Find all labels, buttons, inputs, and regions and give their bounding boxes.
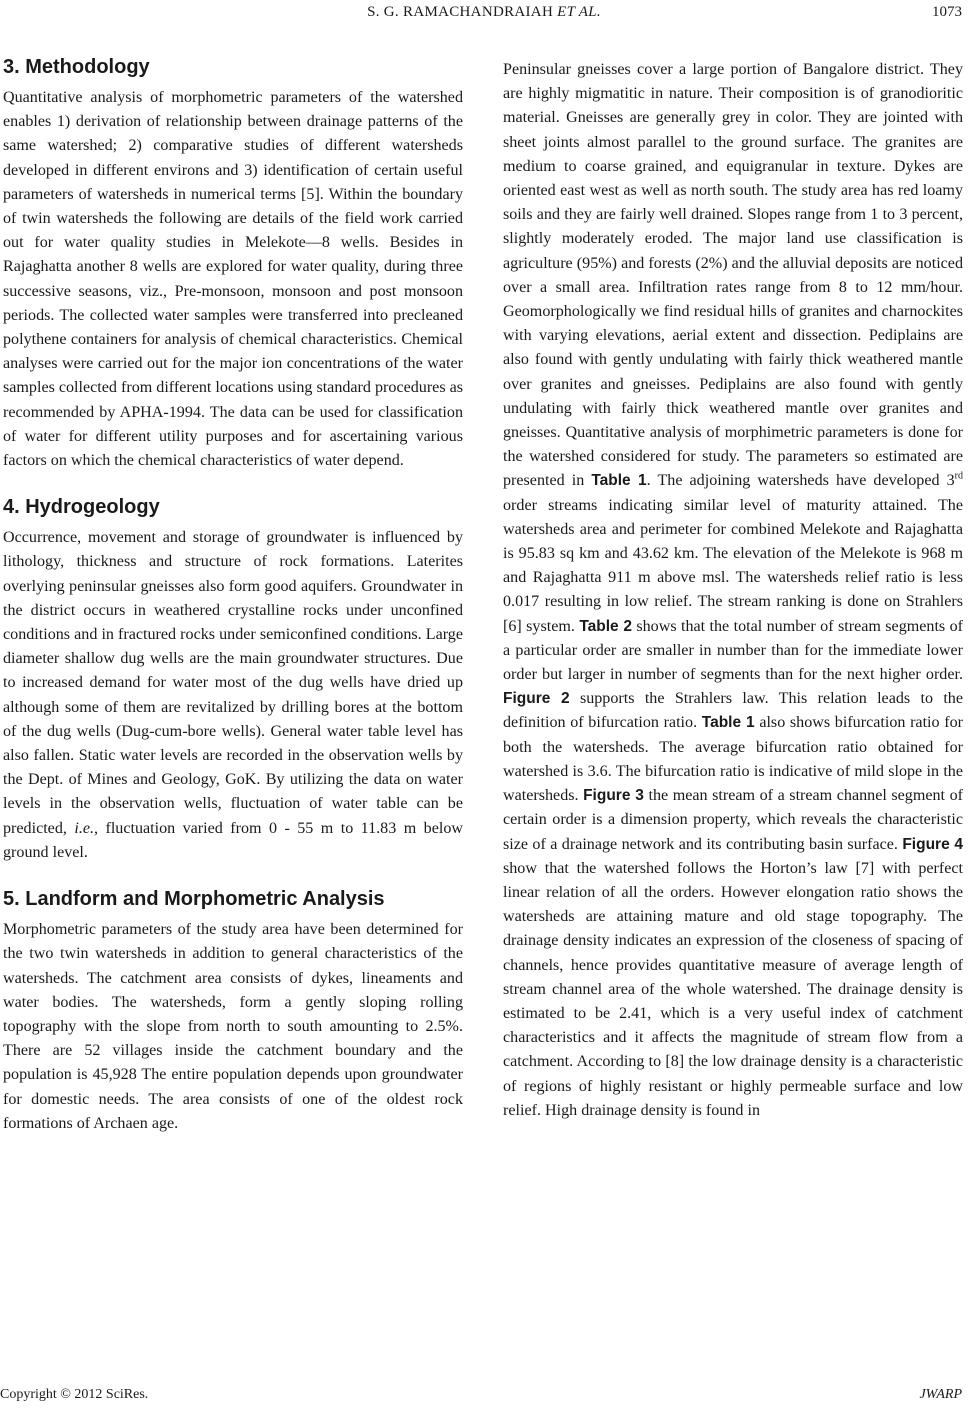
- landform-text-8: show that the watershed follows the Horton’s law [7] with perfect linear relation of all the orders. However elongation ratio shows the watersheds are attaining mature and old stage topography. The drainage density indicates an expression of the closeness of spacing of channels, hence provides quantitative measure of average length of stream channel area of the whole watershed. The drainage density is estimated to be 2.41, which is a very useful index of catchment characteristics and it affects the magnitude of stream flow from a catchment. According to [8] the low drainage density is a characteristic of regions of highly resistant or highly permeable surface and low relief. High drainage density is found in: [503, 859, 963, 1119]
- hydrogeology-text-1: Occurrence, movement and storage of groundwater is influenced by lithology, thickness and structure of rock formations. Laterites overlying peninsular gneisses also form good aquifers. Groundwater in the district occurs in weathered crystalline rocks under unconfined conditions and in fractured rocks under semiconfined conditions. Large diameter shallow dug wells are the main groundwater structures. Due to increased demand for water most of the dug wells have dried up although some of them are revitalized by drilling bores at the bottom of the dug wells (Dug-cum-bore wells). General water table level has also fallen. Static water levels are recorded in the observation wells by the Dept. of Mines and Geology, GoK. By utilizing the data on water levels in the observation wells, fluctuation of water table can be predicted,: [3, 529, 463, 837]
- landform-text-7: the mean stream of a stream channel segment of certain order is a dimension property, which reveals the characteristic size of a drainage network and its contributing basin surface.: [503, 787, 963, 853]
- right-column: [503, 58, 963, 1123]
- landform-paragraph-left: Morphometric parameters of the study area have been determined for the two twin watersheds in addition to general characteristics of the watersheds. The catchment area consists of dykes, lineaments and water bodies. The watersheds, form a gently sloping rolling topography with the slope from north to south amounting to 2.5%. There are 52 villages inside the catchment boundary and the population is 45,928 The entire population depends upon groundwater for domestic needs. The area consists of one of the oldest rock formations of Archaen age.: [3, 921, 463, 1132]
- running-header: [0, 4, 968, 21]
- left-column: [3, 54, 463, 1136]
- section-heading-landform: 5. Landform and Morphometric Analysis: [3, 888, 385, 911]
- landform-text-2: . The adjoining watersheds have developed 3: [646, 472, 955, 490]
- landform-text-4: shows that the total number of stream segments of a particular order are smaller in number than for the immediate lower order but larger in number of segments than for the next higher order.: [503, 617, 963, 684]
- ref-table-1: Table 1: [591, 472, 647, 490]
- hydrogeology-ie: i.e.: [74, 819, 95, 837]
- footer-journal: JWARP: [919, 1387, 962, 1402]
- ref-figure-4: Figure 4: [902, 835, 963, 853]
- header-author: S. G. RAMACHANDRAIAH: [367, 4, 554, 20]
- landform-text-3: order streams indicating similar level of maturity attained. The watersheds area and perimeter for combined Melekote and Rajaghatta is 95.83 sq km and 43.62 km. The elevation of the Melekote is 968 m and Rajaghatta 911 m above msl. The watersheds relief ratio is less 0.017 resulting in low relief. The stream ranking is done on Strahlers [6] system.: [503, 496, 963, 635]
- landform-paragraph-right: [503, 58, 963, 1123]
- landform-text-5: supports the Strahlers law. This relation leads to the definition of bifurcation ratio.: [503, 690, 963, 732]
- ref-table-1b: Table 1: [701, 714, 755, 732]
- superscript-rd: rd: [954, 471, 963, 483]
- hydrogeology-paragraph: [3, 526, 463, 865]
- section-heading-hydrogeology: 4. Hydrogeology: [3, 496, 160, 519]
- footer-copyright: Copyright © 2012 SciRes.: [0, 1387, 149, 1402]
- header-etal: ET AL.: [557, 4, 601, 20]
- landform-text-6: also shows bifurcation ratio for both the watersheds. The average bifurcation ratio obtained for watershed is 3.6. The bifurcation ratio is indicative of mild slope in the watersheds.: [503, 714, 963, 805]
- ref-table-2: Table 2: [579, 617, 632, 635]
- ref-figure-3: Figure 3: [583, 787, 644, 805]
- landform-text-1: Peninsular gneisses cover a large portion of Bangalore district. They are highly migmatitic in nature. Their composition is of granodioritic material. Gneisses are generally grey in color. They are jointed with sheet joints almost parallel to the ground surface. The granites are medium to coarse grained, and equigranular in texture. Dykes are oriented east west as well as north south. The study area has red loamy soils and they are fairly well drained. Slopes range from 1 to 3 percent, slightly moderately eroded. The major land use classification is agriculture (95%) and forests (2%) and the alluvial deposits are noticed over a small area. Infiltration rates range from 8 to 12 mm/hour. Geomorphologically we find residual hills of granites and charnockites with varying elevations, aerial extent and dissection. Pediplains are also found with gently undulating with fairly thick weathered mantle over granites and gneisses. Pediplains are also found with gently undulating with fairly thick weathered mantle over granites and gneisses. Quantitative analysis of morphimetric parameters is done for the watershed considered for study. The parameters so estimated are presented in: [503, 61, 963, 490]
- methodology-paragraph: Quantitative analysis of morphometric parameters of the watershed enables 1) derivation of relationship between drainage patterns of the same watershed; 2) comparative studies of different watersheds developed in different environs and 3) identification of certain useful parameters of watersheds in numerical terms [5]. Within the boundary of twin watersheds the following are details of the field work carried out for water quality studies in Melekote—8 wells. Besides in Rajaghatta another 8 wells are explored for water quality, during three successive seasons, viz., Pre-monsoon, monsoon and post monsoon periods. The collected water samples were transferred into precleaned polythene containers for analysis of chemical characteristics. Chemical analyses were carried out for the major ion concentrations of the water samples collected from different locations using standard procedures as recommended by APHA-1994. The data can be used for classification of water for different utility purposes and for ascertaining various factors on which the chemical characteristics of water depend.: [3, 89, 464, 470]
- ref-figure-2: Figure 2: [503, 690, 570, 708]
- hydrogeology-text-2: , fluctuation varied from 0 - 55 m to 11.83 m below ground level.: [3, 819, 463, 861]
- page-number: 1073: [932, 4, 962, 20]
- section-heading-methodology: 3. Methodology: [3, 56, 150, 78]
